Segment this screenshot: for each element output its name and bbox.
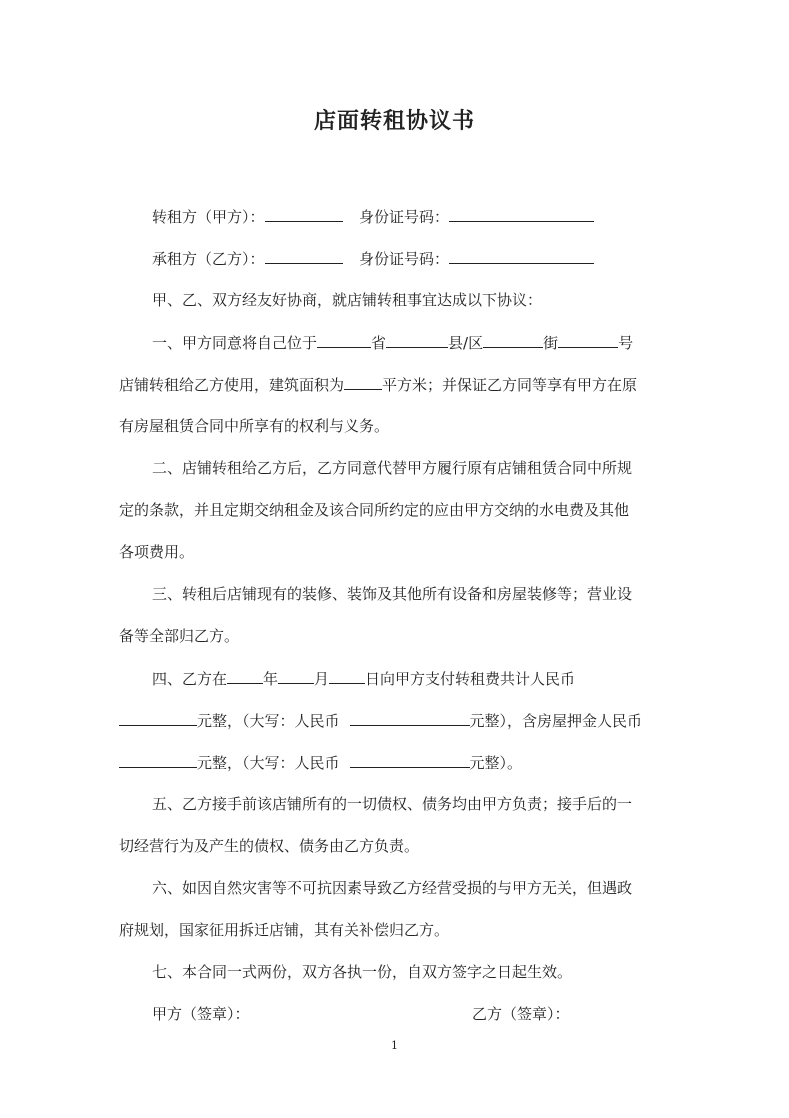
- clause6-line2: 府规划，国家征用拆迁店铺，其有关补偿归乙方。: [119, 921, 450, 939]
- clause7-line1: 七、本合同一式两份，双方各执一份，自双方签字之日起生效。: [152, 963, 573, 981]
- number-blank: [558, 332, 618, 348]
- lessee-id-blank: [449, 248, 594, 264]
- month-blank: [278, 668, 314, 684]
- document-title: 店面转租协议书: [313, 108, 475, 134]
- lessee-id-label: 身份证号码：: [359, 250, 450, 268]
- clause2-line3: 各项费用。: [119, 543, 195, 561]
- fee-amount-blank: [119, 710, 197, 726]
- day-blank: [329, 668, 365, 684]
- clause4-line2: 元整，（大写：人民币 元整），含房屋押金人民币: [119, 710, 642, 731]
- county-blank: [386, 332, 448, 348]
- clause4-line1: 四、乙方在 年 月 日向甲方支付转租费共计人民币: [152, 670, 576, 688]
- lessor-id-line: [359, 206, 594, 227]
- clause5-line2: 切经营行为及产生的债权、债务由乙方负责。: [119, 837, 420, 855]
- street-blank: [483, 332, 543, 348]
- lessor-line: [152, 206, 343, 227]
- clause6-line1: 六、如因自然灾害等不可抗因素导致乙方经营受损的与甲方无关，但遇政: [152, 879, 633, 897]
- year-blank: [227, 668, 263, 684]
- province-blank: [317, 332, 371, 348]
- lessor-id-label: 身份证号码：: [359, 208, 450, 226]
- deposit-amount-blank: [119, 752, 197, 768]
- clause5-line1: 五、乙方接手前该店铺所有的一切债权、债务均由甲方负责；接手后的一: [152, 795, 633, 813]
- clause3-line1: 三、转租后店铺现有的装修、装饰及其他所有设备和房屋装修等；营业设: [152, 585, 633, 603]
- clause1-line3: 有房屋租赁合同中所享有的权利与义务。: [119, 417, 390, 435]
- page-number: 1: [391, 1039, 398, 1052]
- lessee-id-line: [359, 248, 594, 269]
- deposit-words-blank: [350, 752, 470, 768]
- lessor-name-blank: [265, 206, 343, 222]
- clause1-line2: 店铺转租给乙方使用，建筑面积为 平方米；并保证乙方同等享有甲方在原: [119, 376, 638, 394]
- lessee-name-blank: [265, 248, 343, 264]
- clause4-line3: 元整，（大写：人民币 元整）。: [119, 752, 522, 773]
- fee-words-blank: [350, 710, 470, 726]
- lessor-label: 转租方（甲方）：: [152, 208, 265, 226]
- party-b-signature: 乙方（签章）：: [472, 1005, 570, 1023]
- clause2-line2: 定的条款，并且定期交纳租金及该合同所约定的应由甲方交纳的水电费及其他: [119, 501, 630, 519]
- clause2-line1: 二、店铺转租给乙方后，乙方同意代替甲方履行原有店铺租赁合同中所规: [152, 459, 633, 477]
- lessee-line: [152, 248, 343, 269]
- clause1-line1: 一、甲方同意将自己位于 省 县/区 街 号: [152, 334, 634, 352]
- party-a-signature: 甲方（签章）：: [152, 1005, 250, 1023]
- area-blank: [344, 374, 382, 390]
- lessor-id-blank: [449, 206, 594, 222]
- lessee-label: 承租方（乙方）：: [152, 250, 265, 268]
- intro-text: 甲、乙、双方经友好协商，就店铺转租事宜达成以下协议：: [152, 291, 543, 309]
- clause3-line2: 备等全部归乙方。: [119, 627, 240, 645]
